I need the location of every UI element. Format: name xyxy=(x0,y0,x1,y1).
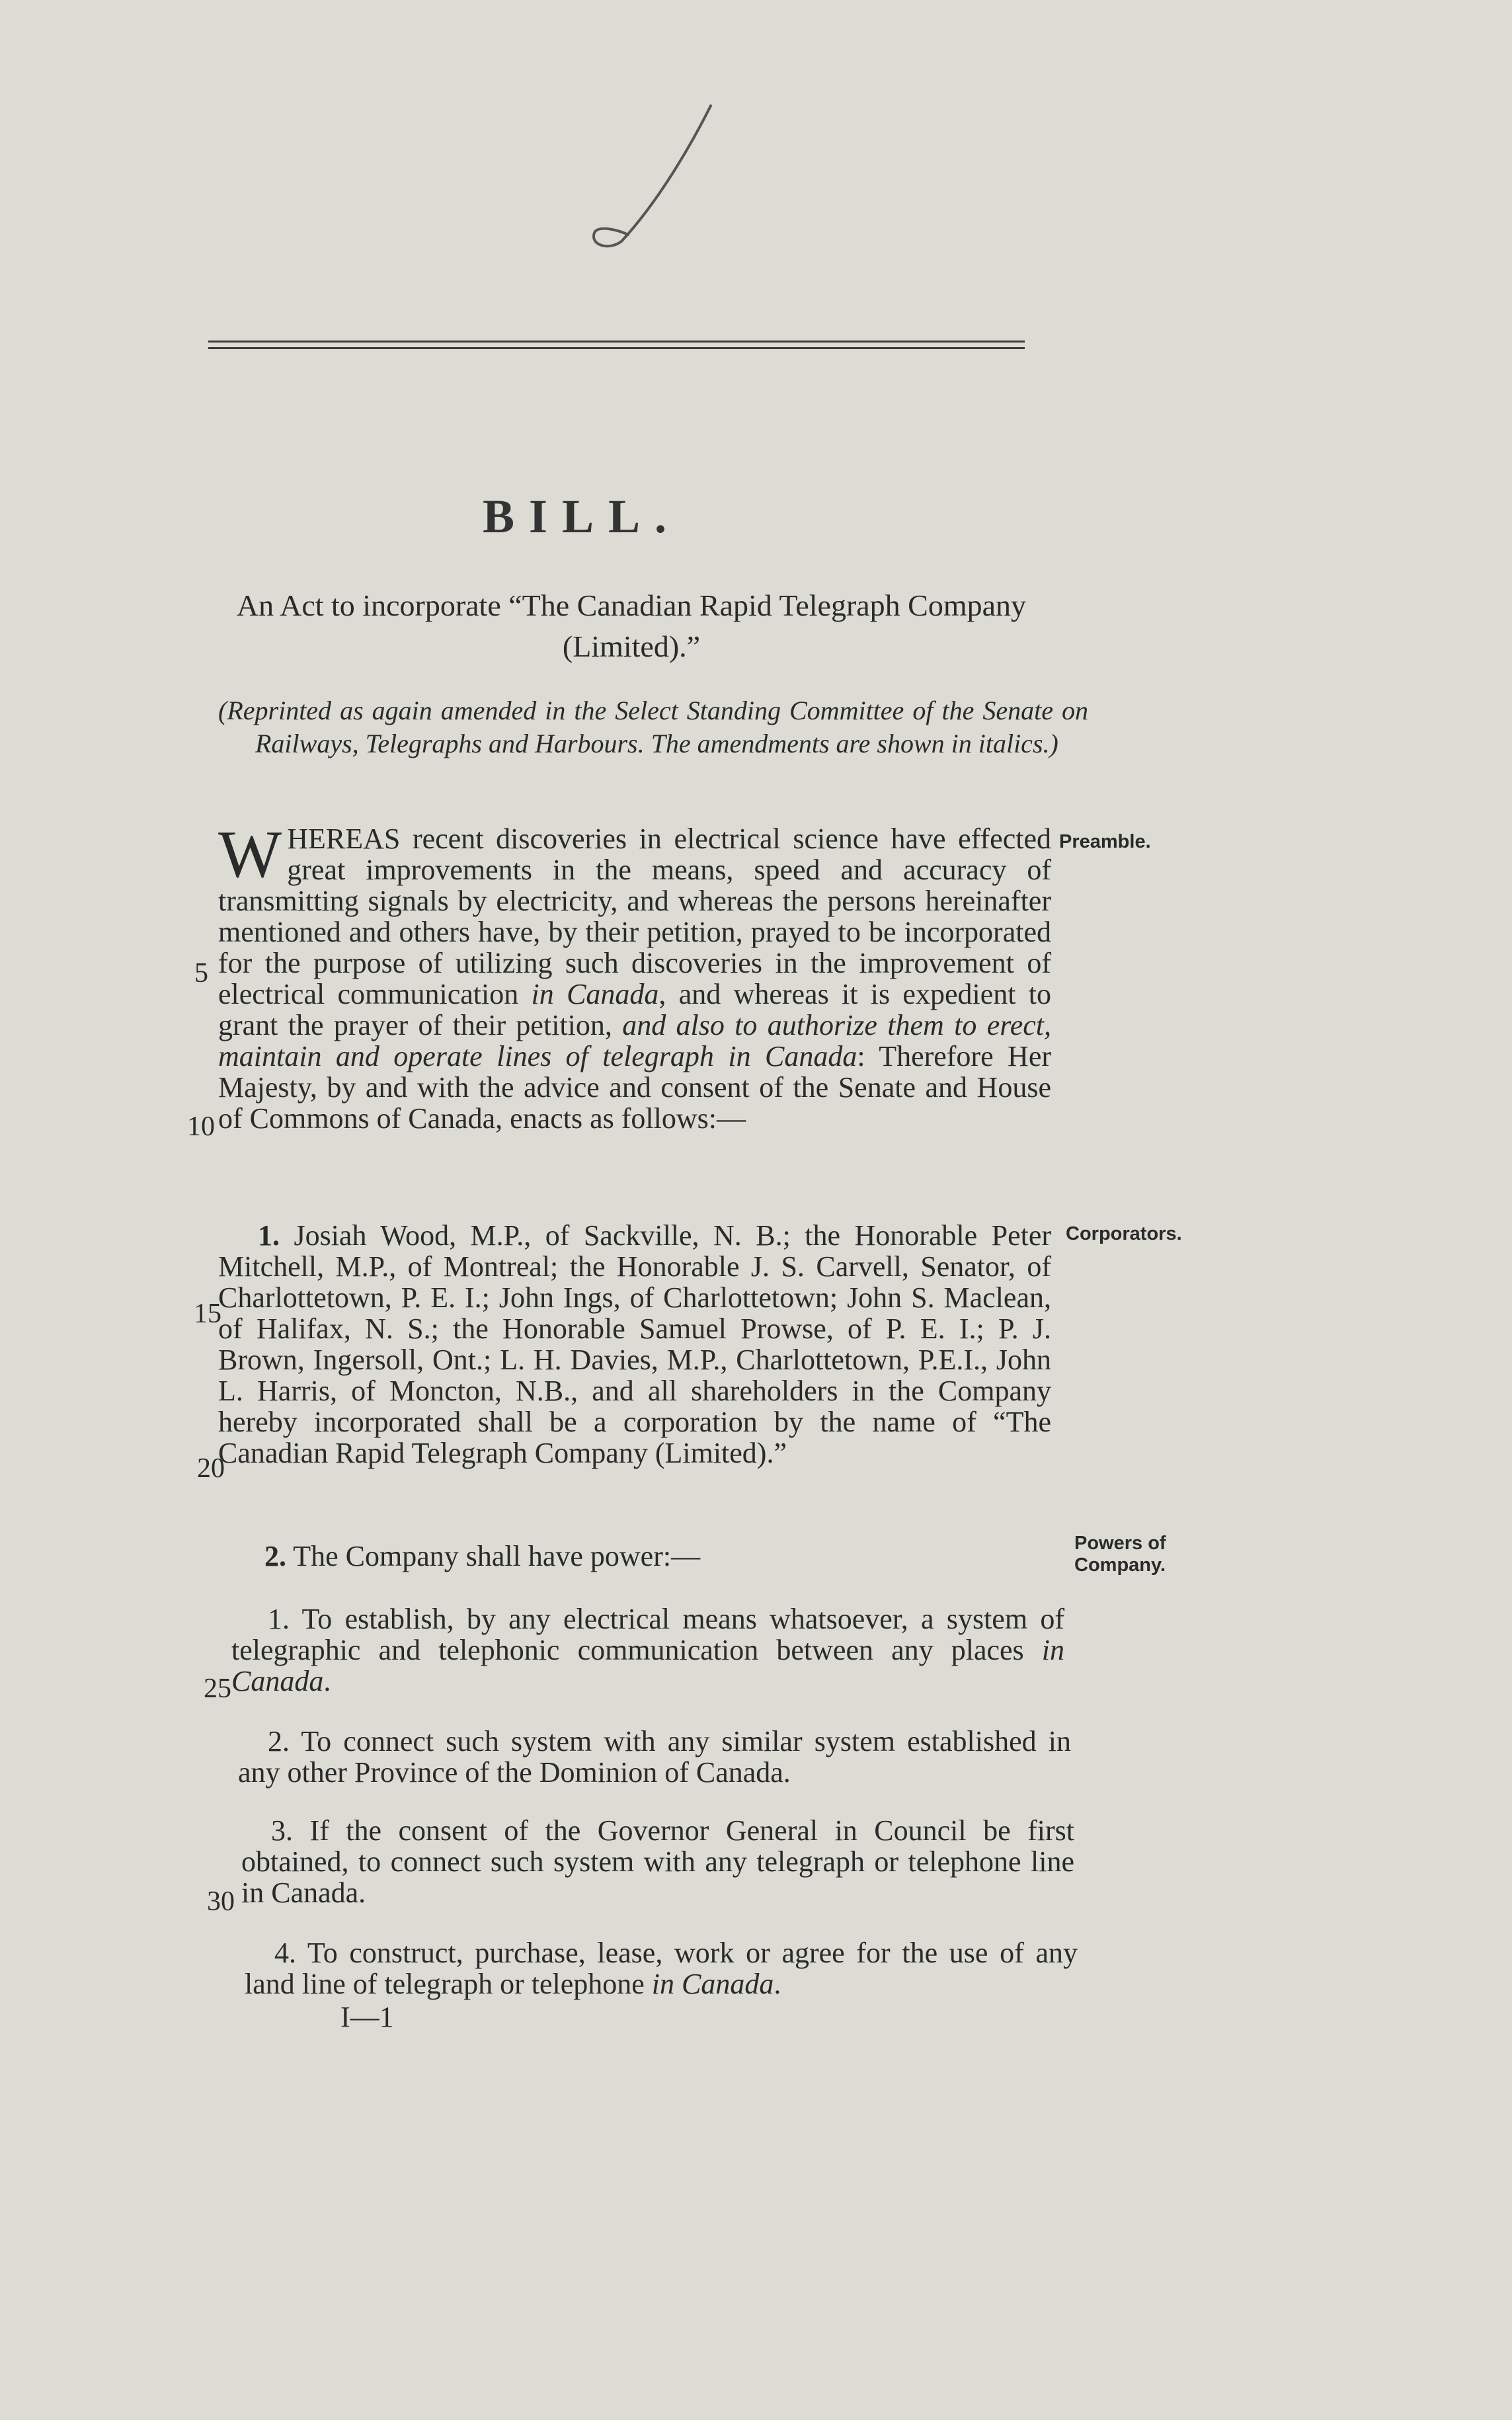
preamble-italic-2: and also to authorize them to erect, maintain and operate lines of telegraph in Canada xyxy=(218,1009,1051,1072)
line-number-20: 20 xyxy=(197,1453,225,1484)
page-identifier: I—1 xyxy=(340,2001,394,2033)
top-rule-1 xyxy=(208,341,1025,343)
clause-3-number: 3. xyxy=(271,1814,293,1847)
line-number-5: 5 xyxy=(194,958,208,988)
section-2-intro xyxy=(218,1541,1051,1572)
preamble-text-1: HEREAS recent discoveries in electrical science have effected great improvements in the means, speed and accuracy of transmitting signals by electricity, and whereas the persons hereinafter mentioned and others have, by their petition, prayed to be incorporated for the purpose of utilizing such discoveries in the improvement of electrical communication xyxy=(218,823,1051,1010)
margin-note-powers-2: Company. xyxy=(1074,1554,1166,1576)
section-1-number: 1. xyxy=(258,1219,280,1252)
line-number-30: 30 xyxy=(207,1886,235,1917)
margin-note-powers-1: Powers of xyxy=(1074,1533,1166,1554)
margin-note-corporators: Corporators. xyxy=(1066,1223,1182,1244)
preamble-text-3: : Therefore Her Majesty, by and with the advice and consent of the Senate and House of Commons of Canada, enacts as follows:— xyxy=(218,1040,1051,1135)
clause-3-text: If the consent of the Governor General in Council be first obtained, to connect such system with any telegraph or telephone line in Canada. xyxy=(241,1814,1074,1909)
clause-1-after: . xyxy=(323,1665,331,1697)
clause-1-text: To establish, by any electrical means whatsoever, a system of telegraphic and telephonic communication between any places xyxy=(231,1603,1064,1666)
clause-3 xyxy=(241,1815,1074,1908)
clause-4-number: 4. xyxy=(274,1937,296,1969)
margin-note-preamble: Preamble. xyxy=(1059,831,1151,852)
clause-1-number: 1. xyxy=(268,1603,290,1635)
clause-2-text: To connect such system with any similar system established in any other Province of the Dominion of Canada. xyxy=(238,1725,1071,1789)
preamble-italic-1: in Canada xyxy=(531,978,659,1010)
bill-subtitle: An Act to incorporate “The Canadian Rapid Telegraph Company (Limited).” xyxy=(236,588,1027,663)
line-number-15: 15 xyxy=(194,1299,221,1329)
section-2-number: 2. xyxy=(264,1540,286,1572)
top-rule-2 xyxy=(208,347,1025,349)
handwritten-mark xyxy=(582,99,727,251)
preamble xyxy=(218,817,1051,1135)
clause-4-after: . xyxy=(774,1968,781,2000)
clause-1 xyxy=(231,1603,1064,1697)
clause-4-italic: in Canada xyxy=(651,1968,774,2000)
clause-4-text: To construct, purchase, lease, work or agree for the use of any land line of telegraph or telephone xyxy=(245,1937,1078,2000)
section-2-intro-text: The Company shall have power:— xyxy=(293,1540,701,1572)
clause-4 xyxy=(245,1937,1078,1999)
clause-2 xyxy=(238,1726,1071,1788)
preamble-dropcap: W xyxy=(218,817,282,892)
preamble-text-2: , and whereas it is expedient to grant the prayer of their petition, xyxy=(218,978,1051,1041)
bill-title: BILL. xyxy=(482,490,682,543)
reprint-note: (Reprinted as again amended in the Select Standing Committee of the Senate on Railways, Telegraphs and Harbours. The amendments are shown in italics.) xyxy=(218,696,1088,758)
clause-1-italic: in Canada xyxy=(231,1634,1064,1697)
line-number-25: 25 xyxy=(204,1674,231,1704)
line-number-10: 10 xyxy=(187,1111,215,1142)
section-1-text: Josiah Wood, M.P., of Sackville, N. B.; the Honorable Peter Mitchell, M.P., of Montreal; the Honorable J. S. Carvell, Senator, of Charlottetown, P. E. I.; John Ings, of Charlottetown; John S. Maclean, of Halifax, N. S.; the Honorable Samuel Prowse, of P. E. I.; P. J. Brown, Ingersoll, Ont.; L. H. Davies, M.P., Charlottetown, P.E.I., John L. Harris, of Moncton, N.B., and all shareholders in the Company hereby incorporated shall be a corporation by the name of “The Canadian Rapid Telegraph Company (Limited).” xyxy=(218,1219,1052,1469)
clause-2-number: 2. xyxy=(268,1725,290,1757)
section-1 xyxy=(218,1220,1051,1469)
